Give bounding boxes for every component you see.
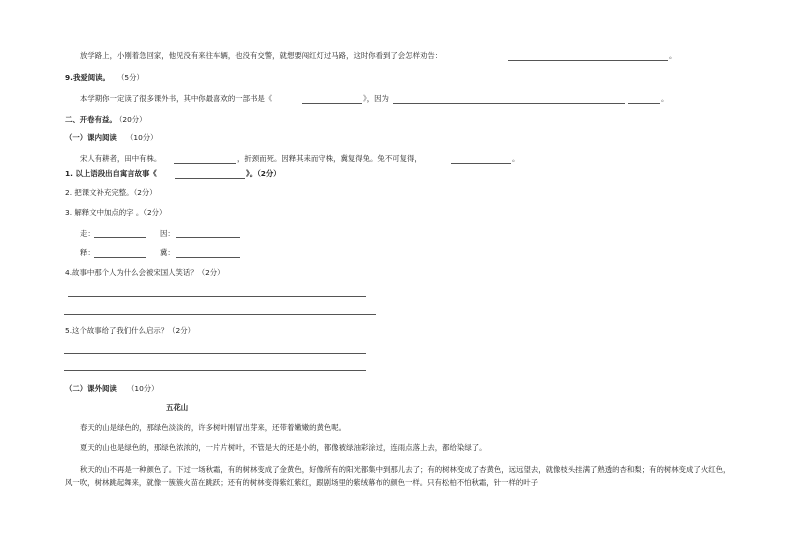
reading1-q1-b: 》。（2分） [246,169,281,178]
q5-answer-line-1[interactable] [64,353,366,354]
reading2-score: （10分） [127,384,159,393]
q9-prompt-b: 》，因为 [363,94,389,103]
reading1-score: （10分） [126,133,158,142]
passage-blank-2[interactable] [451,163,511,164]
reading2-title: （二）课外阅读 [65,384,117,393]
word-zou-line[interactable] [94,237,146,238]
q8-prompt: 放学路上，小刚着急回家，他见没有来往车辆，也没有交警，就想要闯红灯过马路，这时你看到了会怎样劝告： [80,51,443,60]
q4-answer-line-2[interactable] [64,314,376,315]
q9-period: 。 [661,94,669,103]
reading1-q5: 5.这个故事给了我们什么启示？（2分） [65,326,196,335]
q8-period: 。 [669,51,677,60]
q9-reason-line-2[interactable] [628,103,660,104]
q4-answer-line-1[interactable] [68,296,366,297]
reading1-q4: 4.故事中那个人为什么会被宋国人笑话？（2分） [65,268,225,277]
word-yin-label: 因： [160,229,175,238]
word-ji-line[interactable] [176,257,240,258]
reading1-passage-b: ，折颈而死。因释其耒而守株，冀复得兔。兔不可复得， [237,154,422,163]
q8-answer-line[interactable] [508,60,668,61]
reading1-q1-a: 1. 以上语段出自寓言故事《 [65,169,157,178]
article-title: 五花山 [166,403,189,412]
word-shi-line[interactable] [94,257,146,258]
reading1-title: （一）课内阅读 [65,133,117,142]
word-zou-label: 走： [80,229,95,238]
q9-book-line[interactable] [302,103,362,104]
article-p3: 秋天的山不再是一种颜色了。下过一场秋霜，有的树林变成了金黄色，好像所有的阳光都集中到那儿去了；有的树林变成了杏黄色，远远望去，就像枝头挂满了熟透的杏和梨；有的树林变成了火红色，风一吹，树林跳起舞来，就像一簇簇火苗在跳跃；还有的树林变得紫红紫红，跟剧场里的紫绒幕布的颜色一样。只有松柏不怕秋霜，针一样的叶子 [65,465,731,487]
word-yin-line[interactable] [176,237,240,238]
section2-title: 二、开卷有益。 [65,115,117,124]
section2-score: （20分） [115,115,147,124]
word-shi-label: 释： [80,248,95,257]
reading1-passage-a: 宋人有耕者，田中有株。 [80,154,162,163]
reading1-q3: 3. 解释文中加点的字 。（2分） [65,208,167,217]
q5-answer-line-2[interactable] [64,370,366,371]
q9-prompt-a: 本学期你一定读了很多课外书，其中你最喜欢的一部书是《 [80,94,273,103]
article-p2: 夏天的山也是绿色的，那绿色浓浓的，一片片树叶，不管是大的还是小的，都像被绿油彩涂过，连雨点落上去，都给染绿了。 [80,443,487,452]
q9-reason-line[interactable] [393,103,625,104]
reading1-q2: 2. 把课文补充完整。（2分） [65,188,157,197]
passage-blank-1[interactable] [174,163,236,164]
story-title-line[interactable] [175,178,245,179]
reading1-passage-end: 。 [512,154,520,163]
article-p1: 春天的山是绿色的，那绿色淡淡的，许多树叶刚冒出芽来，还带着嫩嫩的黄色呢。 [80,423,347,432]
q9-score: （5分） [117,73,144,82]
word-ji-label: 冀： [160,248,175,257]
q9-title: 9.我爱阅读。 [65,73,110,82]
